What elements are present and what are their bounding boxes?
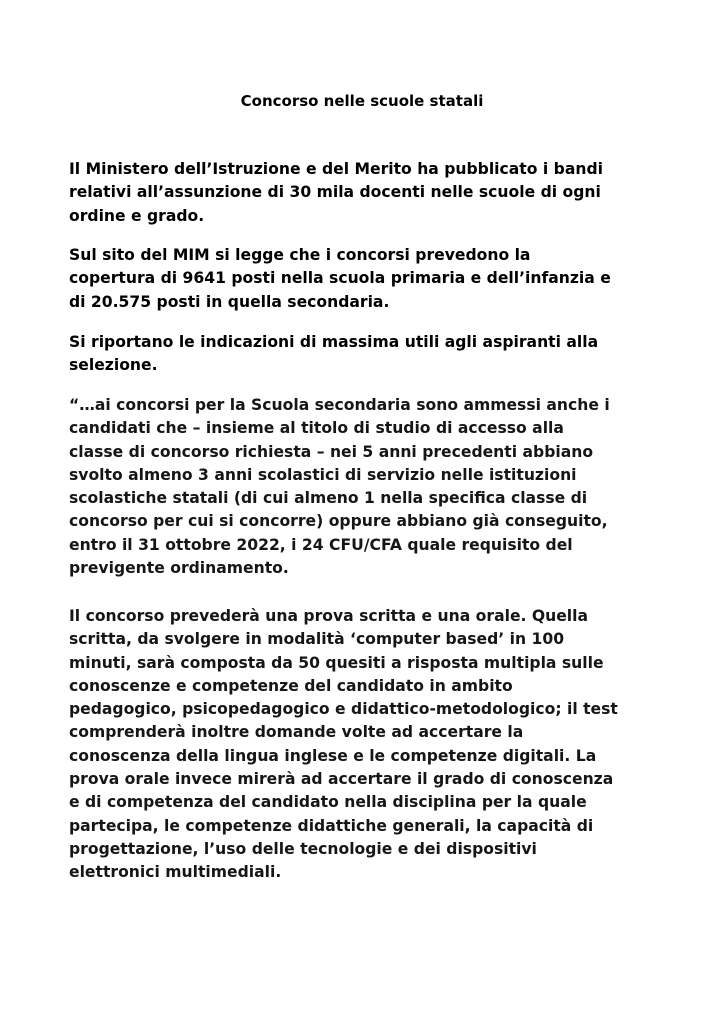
paragraph-posts: Sul sito del MIM si legge che i concorsi prevedono la copertura di 9641 posti nella scuola primaria e dell’infanzia e di 20.575 posti in quella secondaria. bbox=[69, 246, 611, 311]
paragraph-announcement: Il Ministero dell’Istruzione e del Merito ha pubblicato i bandi relativi all’assunzione di 30 mila docenti nelle scuole di ogni ordine e grado. bbox=[69, 160, 603, 225]
paragraph-quote-requirements: “…ai concorsi per la Scuola secondaria sono ammessi anche i candidati che – insieme al titolo di studio di accesso alla classe di concorso richiesta – nei 5 anni precedenti abbiano svolto almeno 3 anni scolastici di servizio nelle istituzioni scolastiche statali (di cui almeno 1 nella specifica classe di concorso per cui si concorre) oppure abbiano già conseguito, entro il 31 ottobre 2022, i 24 CFU/CFA quale requisito del previgente ordinamento. bbox=[69, 396, 610, 578]
paragraph-intro: Si riportano le indicazioni di massima utili agli aspiranti alla selezione. bbox=[69, 333, 599, 375]
document-title: Concorso nelle scuole statali bbox=[240, 92, 484, 110]
paragraph-exam-structure: Il concorso prevederà una prova scritta e una orale. Quella scritta, da svolgere in modalità ‘computer based’ in 100 minuti, sarà composta da 50 quesiti a risposta multipla sulle conoscenze e competenze del candidato in ambito pedagogico, psicopedagogico e didattico-metodologico; il test comprenderà inoltre domande volte ad accertare la conoscenza della lingua inglese e le competenze digitali. La prova orale invece mirerà ad accertare il grado di conoscenza e di competenza del candidato nella disciplina per la quale partecipa, le competenze didattiche generali, la capacità di progettazione, l’uso delle tecnologie e dei dispositivi elettronici multimediali. bbox=[69, 607, 618, 882]
